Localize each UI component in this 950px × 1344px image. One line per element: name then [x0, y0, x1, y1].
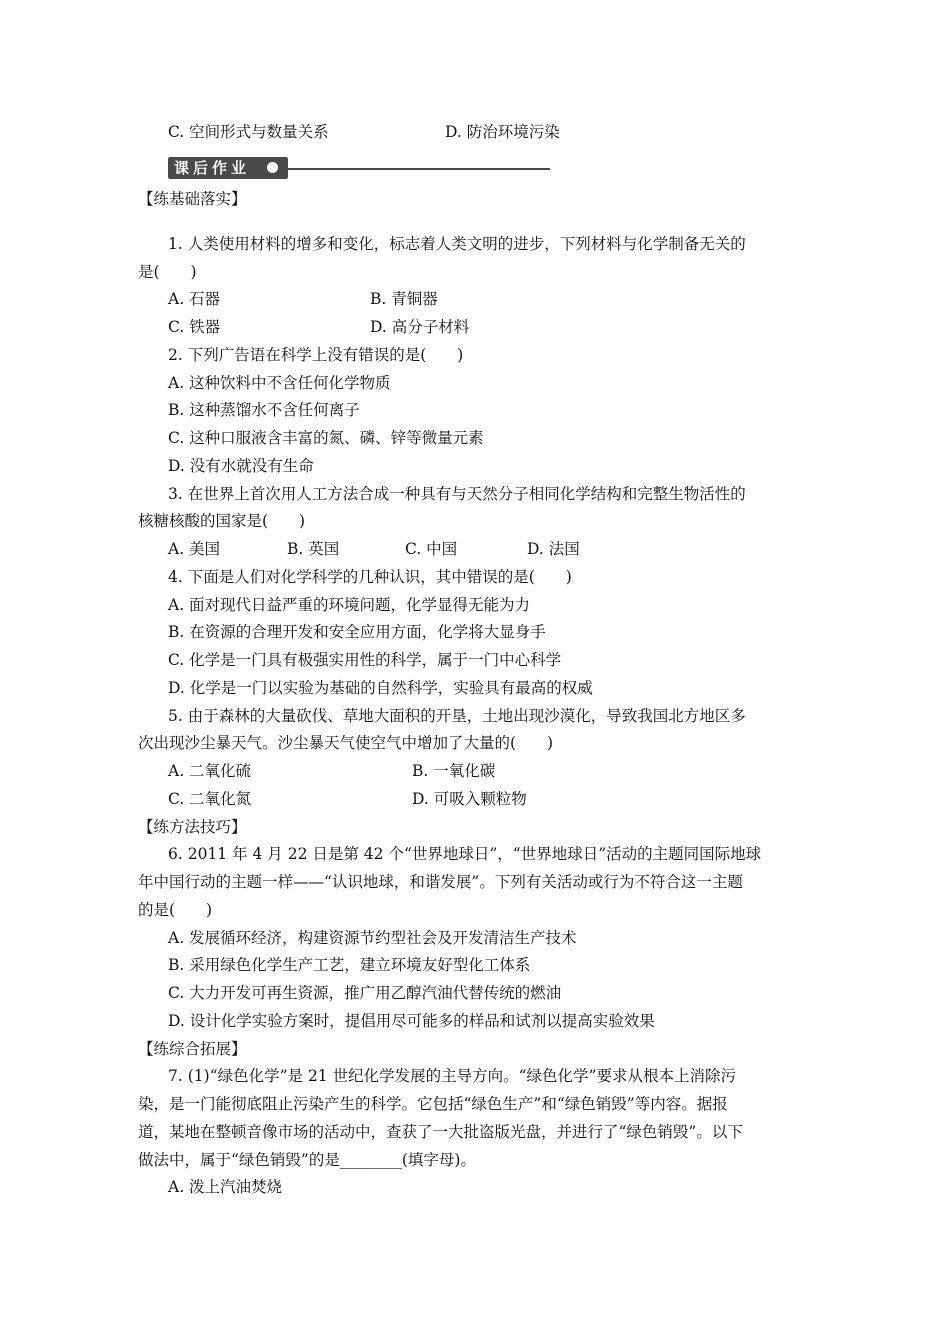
- banner-rule: [288, 168, 550, 170]
- q6-option-c: C. 大力开发可再生资源，推广用乙醇汽油代替传统的燃油: [168, 984, 562, 1002]
- prev-option-c: C. 空间形式与数量关系: [168, 123, 329, 141]
- bullet-dot-icon: [267, 162, 278, 173]
- section-heading-comprehensive: 【练综合拓展】: [138, 1040, 247, 1058]
- q1-stem-line1: 1. 人类使用材料的增多和变化，标志着人类文明的进步，下列材料与化学制备无关的: [168, 235, 746, 253]
- q4-option-d: D. 化学是一门以实验为基础的自然科学，实验具有最高的权威: [168, 679, 593, 697]
- q4-option-b: B. 在资源的合理开发和安全应用方面，化学将大显身手: [168, 623, 546, 641]
- q6-option-a: A. 发展循环经济，构建资源节约型社会及开发清洁生产技术: [168, 929, 577, 947]
- homework-banner: [168, 157, 550, 179]
- q7-option-a: A. 泼上汽油焚烧: [168, 1178, 283, 1196]
- q4-option-a: A. 面对现代日益严重的环境问题，化学显得无能为力: [168, 596, 531, 614]
- q7-line3: 道，某地在整顿音像市场的活动中，查获了一大批盗版光盘，并进行了“绿色销毁”。以下: [138, 1123, 743, 1141]
- q5-option-d: D. 可吸入颗粒物: [412, 790, 527, 808]
- q1-option-c: C. 铁器: [168, 318, 221, 336]
- q6-option-d: D. 设计化学实验方案时，提倡用尽可能多的样品和试剂以提高实验效果: [168, 1012, 655, 1030]
- q2-option-a: A. 这种饮料中不含任何化学物质: [168, 374, 391, 392]
- q5-option-b: B. 一氧化碳: [412, 762, 496, 780]
- q3-stem-line2: 核糖核酸的国家是( ): [138, 512, 306, 530]
- q6-stem-line2: 年中国行动的主题一样——“认识地球，和谐发展”。下列有关活动或行为不符合这一主题: [138, 873, 743, 891]
- q5-option-a: A. 二氧化硫: [168, 762, 252, 780]
- q5-stem-line2: 次出现沙尘暴天气。沙尘暴天气使空气中增加了大量的( ): [138, 734, 554, 752]
- q1-option-b: B. 青铜器: [370, 290, 438, 308]
- q4-option-c: C. 化学是一门具有极强实用性的科学，属于一门中心科学: [168, 651, 562, 669]
- q6-stem-line1: 6. 2011 年 4 月 22 日是第 42 个“世界地球日”，“世界地球日”活动的主题同国际地球: [168, 845, 762, 863]
- q7-line4: 做法中，属于“绿色销毁”的是________(填字母)。: [138, 1151, 476, 1169]
- q2-option-c: C. 这种口服液含丰富的氮、磷、锌等微量元素: [168, 429, 484, 447]
- q3-option-a: A. 美国: [168, 540, 221, 558]
- prev-option-d: D. 防治环境污染: [445, 123, 560, 141]
- section-heading-basic: 【练基础落实】: [138, 190, 247, 208]
- q2-option-b: B. 这种蒸馏水不含任何离子: [168, 401, 360, 419]
- q2-option-d: D. 没有水就没有生命: [168, 457, 314, 475]
- section-heading-method: 【练方法技巧】: [138, 818, 247, 836]
- q4-stem: 4. 下面是人们对化学科学的几种认识，其中错误的是( ): [168, 568, 572, 586]
- q6-stem-line3: 的是( ): [138, 901, 213, 919]
- q1-stem-line2: 是( ): [138, 263, 197, 281]
- banner-box: [168, 157, 288, 179]
- q5-stem-line1: 5. 由于森林的大量砍伐、草地大面积的开垦，土地出现沙漠化，导致我国北方地区多: [168, 707, 746, 725]
- q3-option-d: D. 法国: [527, 540, 580, 558]
- q2-stem: 2. 下列广告语在科学上没有错误的是( ): [168, 346, 464, 364]
- q7-line2: 染，是一门能彻底阻止污染产生的科学。它包括“绿色生产”和“绿色销毁”等内容。据报: [138, 1095, 728, 1113]
- q3-stem-line1: 3. 在世界上首次用人工方法合成一种具有与天然分子相同化学结构和完整生物活性的: [168, 485, 746, 503]
- q3-option-c: C. 中国: [405, 540, 458, 558]
- q6-option-b: B. 采用绿色化学生产工艺，建立环境友好型化工体系: [168, 956, 531, 974]
- q1-option-d: D. 高分子材料: [370, 318, 470, 336]
- q7-line1: 7. (1)“绿色化学”是 21 世纪化学发展的主导方向。“绿色化学”要求从根本上消除污: [168, 1067, 736, 1085]
- q1-option-a: A. 石器: [168, 290, 221, 308]
- q3-option-b: B. 英国: [287, 540, 340, 558]
- q5-option-c: C. 二氧化氮: [168, 790, 252, 808]
- banner-title: 课后作业: [174, 159, 251, 177]
